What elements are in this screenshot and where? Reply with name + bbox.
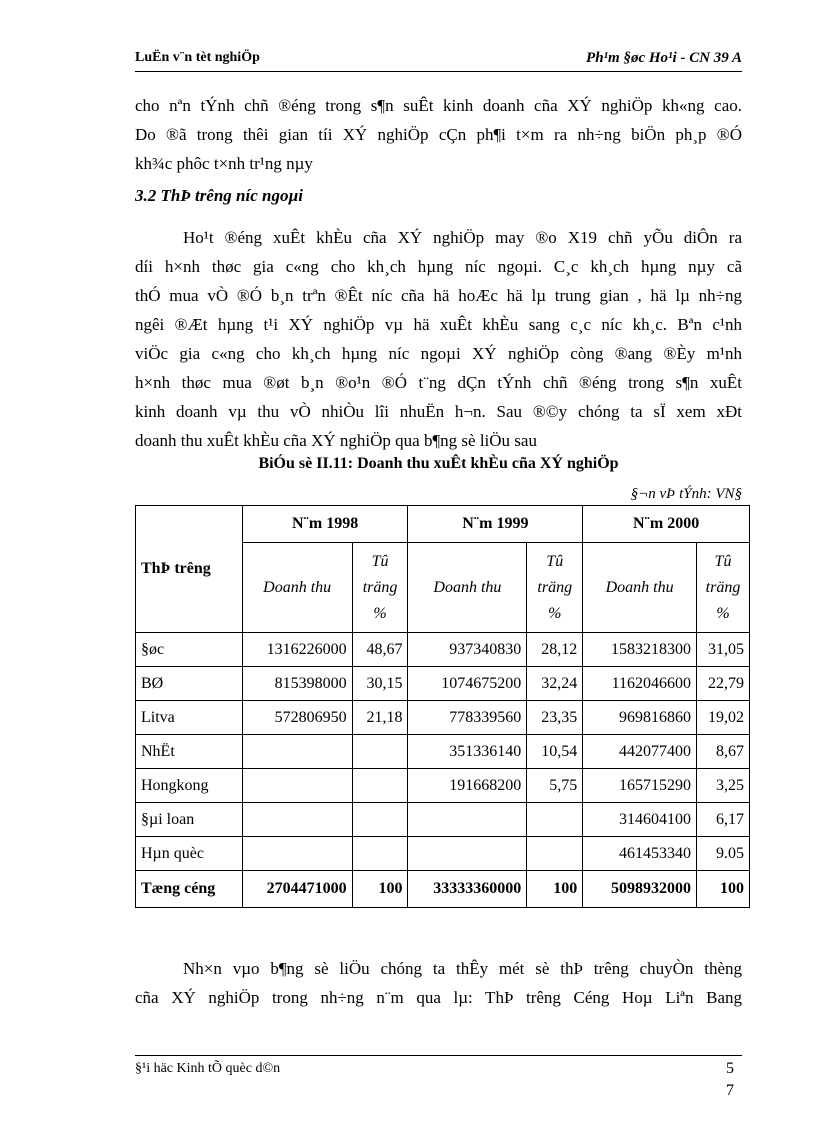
revenue-cell [242, 837, 352, 871]
market-cell: §øc [136, 633, 243, 667]
ratio-subheader: Tû träng % [352, 543, 408, 633]
page-number [720, 1058, 740, 1102]
total-label: Tæng céng [136, 871, 243, 908]
revenue-cell: 1583218300 [583, 633, 697, 667]
paragraph-intro [135, 91, 742, 178]
revenue-subheader: Doanh thu [583, 543, 697, 633]
market-cell: Litva [136, 701, 243, 735]
revenue-cell [408, 837, 527, 871]
total-ratio-cell: 100 [352, 871, 408, 908]
total-ratio-cell: 100 [697, 871, 750, 908]
revenue-cell [242, 769, 352, 803]
revenue-cell: 815398000 [242, 667, 352, 701]
ratio-cell: 8,67 [697, 735, 750, 769]
market-column-header: ThÞ trêng [136, 506, 243, 633]
ratio-cell: 9.05 [697, 837, 750, 871]
table-row [136, 701, 750, 735]
ratio-cell [527, 837, 583, 871]
revenue-cell [242, 803, 352, 837]
table-row [136, 837, 750, 871]
ratio-subheader: Tû träng % [697, 543, 750, 633]
table-row [136, 769, 750, 803]
total-revenue-cell: 33333360000 [408, 871, 527, 908]
ratio-subheader: Tû träng % [527, 543, 583, 633]
text-line: viÖc gia c«ng cho kh¸ch hµng níc ngoµi XÝ nghiÖp còng ®ang ®Èy m¹nh [135, 344, 742, 363]
text-line: Do ®ã trong thêi gian tíi XÝ nghiÖp cÇn ph¶i t×m ra nh÷ng biÖn ph¸p ®Ó [135, 125, 742, 144]
revenue-cell: 461453340 [583, 837, 697, 871]
table-row [136, 735, 750, 769]
text-line: Ho¹t ®éng xuÊt khÈu cña XÝ nghiÖp may ®o X19 chñ yÕu diÔn ra [183, 228, 742, 247]
text-line: díi h×nh thøc gia c«ng cho kh¸ch hµng níc ngoµi. C¸c kh¸ch hµng nµy cã [135, 257, 742, 276]
ratio-cell: 5,75 [527, 769, 583, 803]
ratio-cell: 32,24 [527, 667, 583, 701]
ratio-cell [352, 837, 408, 871]
market-cell: Hµn quèc [136, 837, 243, 871]
revenue-cell: 1162046600 [583, 667, 697, 701]
year-header-2000: N¨m 2000 [583, 506, 750, 543]
market-cell: Hongkong [136, 769, 243, 803]
table-unit: §¬n vÞ tÝnh: VN§ [630, 486, 742, 502]
revenue-cell: 1074675200 [408, 667, 527, 701]
total-revenue-cell: 2704471000 [242, 871, 352, 908]
header-author: Ph¹m §øc Ho¹i - CN 39 A [586, 50, 742, 66]
footer-university: §¹i häc Kinh tÕ quèc d©n [135, 1061, 281, 1076]
table-row [136, 633, 750, 667]
ratio-cell [352, 735, 408, 769]
ratio-cell: 6,17 [697, 803, 750, 837]
table-row [136, 803, 750, 837]
section-heading: 3.2 ThÞ trêng níc ngoµi [135, 186, 304, 205]
text-line: cña XÝ nghiÖp trong nh÷ng n¨m qua lµ: ThÞ trêng Céng Hoµ Liªn Bang [135, 988, 742, 1007]
year-header-1998: N¨m 1998 [242, 506, 408, 543]
header-thesis-label: LuËn v¨n tèt nghiÖp [135, 50, 260, 65]
header-divider [135, 71, 742, 72]
ratio-cell [352, 803, 408, 837]
revenue-cell: 442077400 [583, 735, 697, 769]
revenue-cell: 572806950 [242, 701, 352, 735]
text-line: ngêi ®Æt hµng t¹i XÝ nghiÖp vµ hä xuÊt khÈu sang c¸c níc kh¸c. Bªn c¹nh [135, 315, 742, 334]
revenue-cell: 314604100 [583, 803, 697, 837]
page-digit: 5 [726, 1060, 734, 1077]
revenue-cell [408, 803, 527, 837]
revenue-cell: 351336140 [408, 735, 527, 769]
ratio-cell: 21,18 [352, 701, 408, 735]
market-cell: BØ [136, 667, 243, 701]
table-row [136, 667, 750, 701]
ratio-cell: 48,67 [352, 633, 408, 667]
ratio-cell: 19,02 [697, 701, 750, 735]
ratio-cell [352, 769, 408, 803]
year-header-1999: N¨m 1999 [408, 506, 583, 543]
market-cell: §µi loan [136, 803, 243, 837]
total-revenue-cell: 5098932000 [583, 871, 697, 908]
text-line: kinh doanh vµ thu vÒ nhiÒu lîi nhuËn h¬n. Sau ®©y chóng ta sÏ xem xÐt [135, 402, 742, 421]
ratio-cell: 31,05 [697, 633, 750, 667]
total-row [136, 871, 750, 908]
ratio-cell: 22,79 [697, 667, 750, 701]
ratio-cell: 23,35 [527, 701, 583, 735]
ratio-cell [527, 803, 583, 837]
market-cell: NhËt [136, 735, 243, 769]
revenue-cell: 1316226000 [242, 633, 352, 667]
ratio-cell: 30,15 [352, 667, 408, 701]
export-revenue-table [135, 505, 750, 908]
text-line: doanh thu xuÊt khÈu cña XÝ nghiÖp qua b¶ng sè liÖu sau [135, 431, 537, 450]
revenue-cell: 165715290 [583, 769, 697, 803]
revenue-subheader: Doanh thu [408, 543, 527, 633]
text-line: kh¾c phôc t×nh tr¹ng nµy [135, 154, 313, 173]
text-line: thÓ mua vÒ ®Ó b¸n trªn ®Êt níc cña hä hoÆc hä lµ trung gian , hä lµ nh÷ng [135, 286, 742, 305]
revenue-cell [242, 735, 352, 769]
revenue-cell: 191668200 [408, 769, 527, 803]
total-ratio-cell: 100 [527, 871, 583, 908]
paragraph-analysis [135, 954, 742, 1012]
footer-divider [135, 1055, 742, 1056]
revenue-subheader: Doanh thu [242, 543, 352, 633]
revenue-cell: 937340830 [408, 633, 527, 667]
text-line: Nh×n vµo b¶ng sè liÖu chóng ta thÊy mét sè thÞ trêng chuyÒn thèng [183, 959, 742, 978]
ratio-cell: 28,12 [527, 633, 583, 667]
paragraph-export [135, 223, 742, 455]
revenue-cell: 969816860 [583, 701, 697, 735]
ratio-cell: 10,54 [527, 735, 583, 769]
revenue-cell: 778339560 [408, 701, 527, 735]
table-title: BiÓu sè II.11: Doanh thu xuÊt khÈu cña XÝ nghiÖp [258, 455, 619, 472]
ratio-cell: 3,25 [697, 769, 750, 803]
page-digit: 7 [726, 1082, 734, 1099]
text-line: h×nh thøc mua ®øt b¸n ®o¹n ®Ó t¨ng dÇn tÝnh chñ ®éng trong s¶n xuÊt [135, 373, 742, 392]
text-line: cho nªn tÝnh chñ ®éng trong s¶n suÊt kinh doanh cña XÝ nghiÖp kh«ng cao. [135, 96, 742, 115]
